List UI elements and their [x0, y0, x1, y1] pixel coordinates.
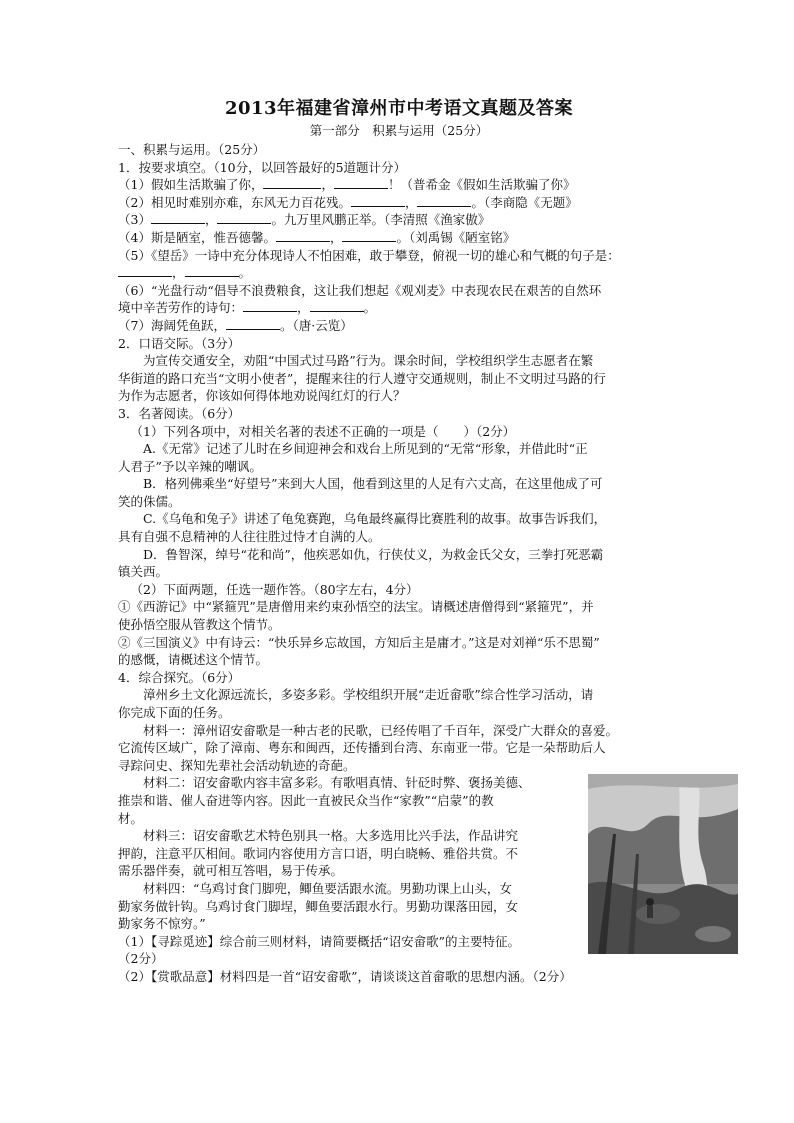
materials-with-photo	[118, 774, 680, 968]
q1-item-7: （7）海阔凭鱼跃， 。（唐·云览）	[118, 317, 353, 333]
answer-blank[interactable]	[118, 264, 172, 277]
q4-material-3: 材料三：诏安畲歌艺术特色别具一格。大多选用比兴手法，作品讲究	[143, 828, 519, 844]
answer-blank[interactable]	[243, 299, 297, 312]
question-4-heading: 4．综合探究。（6分）	[118, 669, 241, 685]
q4-material-2-cont: 材。	[118, 810, 144, 826]
q1-item-6-cont: 境中辛苦劳作的诗句： ， 。	[118, 300, 377, 316]
q4-material-3-cont: 押韵，注意平仄相间。歌词内容使用方言口语，明白晓畅、雅俗共赏。不	[118, 845, 519, 861]
q3-sub-1: （1）下列各项中，对相关名著的表述不正确的一项是（ ）（2分）	[130, 423, 516, 439]
question-3-heading: 3．名著阅读。（6分）	[118, 405, 241, 421]
q2-paragraph: 为宣传交通安全，劝阻“中国式过马路”行为。课余时间，学校组织学生志愿者在繁	[143, 353, 594, 369]
document-title: 2013年福建省漳州市中考语文真题及答案	[224, 98, 574, 119]
answer-blank[interactable]	[276, 229, 330, 242]
answer-blank[interactable]	[351, 194, 405, 207]
q3-option-d-cont: 镇关西。	[118, 564, 169, 580]
answer-blank[interactable]	[185, 264, 239, 277]
q3-choice-2-cont: 的感慨，请概述这个情节。	[118, 652, 269, 668]
q4-material-1: 材料一：漳州诏安畲歌是一种古老的民歌，已经传唱了千百年，深受广大群众的喜爱。	[143, 722, 619, 738]
q4-material-4-cont: 勤家务做针钩。乌鸡讨食门脚埕，鲫鱼要活跟水行。男勤功课落田园，女	[118, 898, 519, 914]
question-1-heading: 1．按要求填空。（10分，以回答最好的5道题计分）	[118, 159, 407, 175]
q3-option-c-cont: 具有自强不息精神的人往往胜过恃才自满的人。	[118, 529, 381, 545]
q3-option-b-cont: 笑的侏儒。	[118, 493, 181, 509]
q3-choice-1-cont: 使孙悟空服从管教这个情节。	[118, 617, 281, 633]
q3-sub-2: （2）下面两题，任选一题作答。（80字左右，4分）	[130, 581, 419, 597]
q4-material-4-cont: 勤家务不惊穷。”	[118, 916, 206, 932]
answer-blank[interactable]	[310, 299, 364, 312]
q3-option-b: B．格列佛乘坐“好望号”来到大人国，他看到这里的人足有六丈高，在这里他成了可	[143, 476, 603, 492]
answer-blank[interactable]	[334, 176, 388, 189]
q4-intro: 漳州乡土文化源远流长，多姿多彩。学校组织开展“走近畲歌”综合性学习活动，请	[143, 687, 594, 703]
q1-item-5: （5）《望岳》一诗中充分体现诗人不怕困难，敢于攀登，俯视一切的雄心和气概的句子是：	[118, 247, 620, 263]
question-2-heading: 2．口语交际。（3分）	[118, 335, 241, 351]
q1-item-4: （4）斯是陋室，惟吾德馨。 ， 。（刘禹锡《陋室铭》	[118, 229, 516, 245]
q1-item-3: （3） ， 。九万里风鹏正举。（李清照《渔家傲》	[118, 212, 491, 228]
q1-item-6: （6）“光盘行动“倡导不浪费粮食，这让我们想起《观刈麦》中表现农民在艰苦的自然环	[118, 282, 602, 298]
answer-blank[interactable]	[226, 317, 280, 330]
q1-item-2: （2）相见时难别亦难，东风无力百花残。 ， 。（李商隐《无题》	[118, 194, 578, 210]
q4-material-1-cont: 寻踪问史、探知先辈社会活动轨迹的奇葩。	[118, 757, 356, 773]
answer-blank[interactable]	[217, 211, 271, 224]
exam-page	[118, 96, 680, 986]
q4-material-3-cont: 需乐器伴奏，就可相互答唱，易于传承。	[118, 863, 344, 879]
q3-option-a: A.《无常》记述了儿时在乡间迎神会和戏台上所见到的“无常“形象，并借此时“正	[143, 441, 588, 457]
q2-paragraph-cont: 为作为志愿者，你该如何得体地劝说闯红灯的行人？	[118, 388, 406, 404]
q4-material-2: 材料二：诏安畲歌内容丰富多彩。有歌唱真情、针砭时弊、褒扬美德、	[143, 775, 531, 791]
answer-blank[interactable]	[151, 211, 205, 224]
q3-option-a-cont: 人君子”予以辛辣的嘲讽。	[118, 458, 262, 474]
q4-sub-1-points: （2分）	[118, 951, 164, 967]
q3-option-d: D．鲁智深，绰号“花和尚”，他疾恶如仇，行侠仗义，为救金氏父女，三拳打死恶霸	[143, 546, 604, 562]
q3-choice-1: ①《西游记》中“紧箍咒”是唐僧用来约束孙悟空的法宝。请概述唐僧得到“紧箍咒”，并	[118, 599, 594, 615]
answer-blank[interactable]	[342, 229, 396, 242]
materials-column	[118, 774, 566, 968]
q1-item-1: （1）假如生活欺骗了你， ， ！（普希金《假如生活欺骗了你》	[118, 177, 576, 193]
part-subtitle: 第一部分 积累与运用（25分）	[309, 123, 489, 138]
q4-intro-cont: 你完成下面的任务。	[118, 705, 231, 720]
answer-blank[interactable]	[417, 194, 471, 207]
answer-blank[interactable]	[263, 176, 321, 189]
q4-sub-2: （2）【赏歌品意】材料四是一首“诏安畲歌”，请谈谈这首畲歌的思想内涵。（2分）	[118, 968, 572, 984]
landscape-photo	[588, 774, 738, 954]
q2-paragraph-cont: 华街道的路口充当“文明小使者”，提醒来往的行人遵守交通规则，制止不文明过马路的行	[118, 370, 606, 386]
q3-choice-2: ②《三国演义》中有诗云：“快乐异乡忘故国，方知后主是庸才。”这是对刘禅“乐不思蜀”	[118, 634, 600, 650]
q4-material-4: 材料四：“乌鸡讨食门脚兜，鲫鱼要活跟水流。男勤功课上山头，女	[143, 880, 512, 896]
section-heading: 一、积累与运用。（25分）	[118, 142, 266, 157]
q4-material-2-cont: 推崇和谐、催人奋进等内容。因此一直被民众当作“家教”“启蒙”的教	[118, 792, 494, 808]
q4-sub-1: （1）【寻踪觅迹】综合前三则材料，请简要概括“诏安畲歌”的主要特征。	[118, 933, 520, 949]
q3-option-c: C.《乌龟和兔子》讲述了龟兔赛跑，乌龟最终赢得比赛胜利的故事。故事告诉我们，	[143, 511, 607, 527]
q1-item-5-blanks: ， 。	[118, 264, 680, 282]
q4-material-1-cont: 它流传区域广，除了漳南、粤东和闽西，还传播到台湾、东南亚一带。它是一朵帮助后人	[118, 740, 606, 756]
